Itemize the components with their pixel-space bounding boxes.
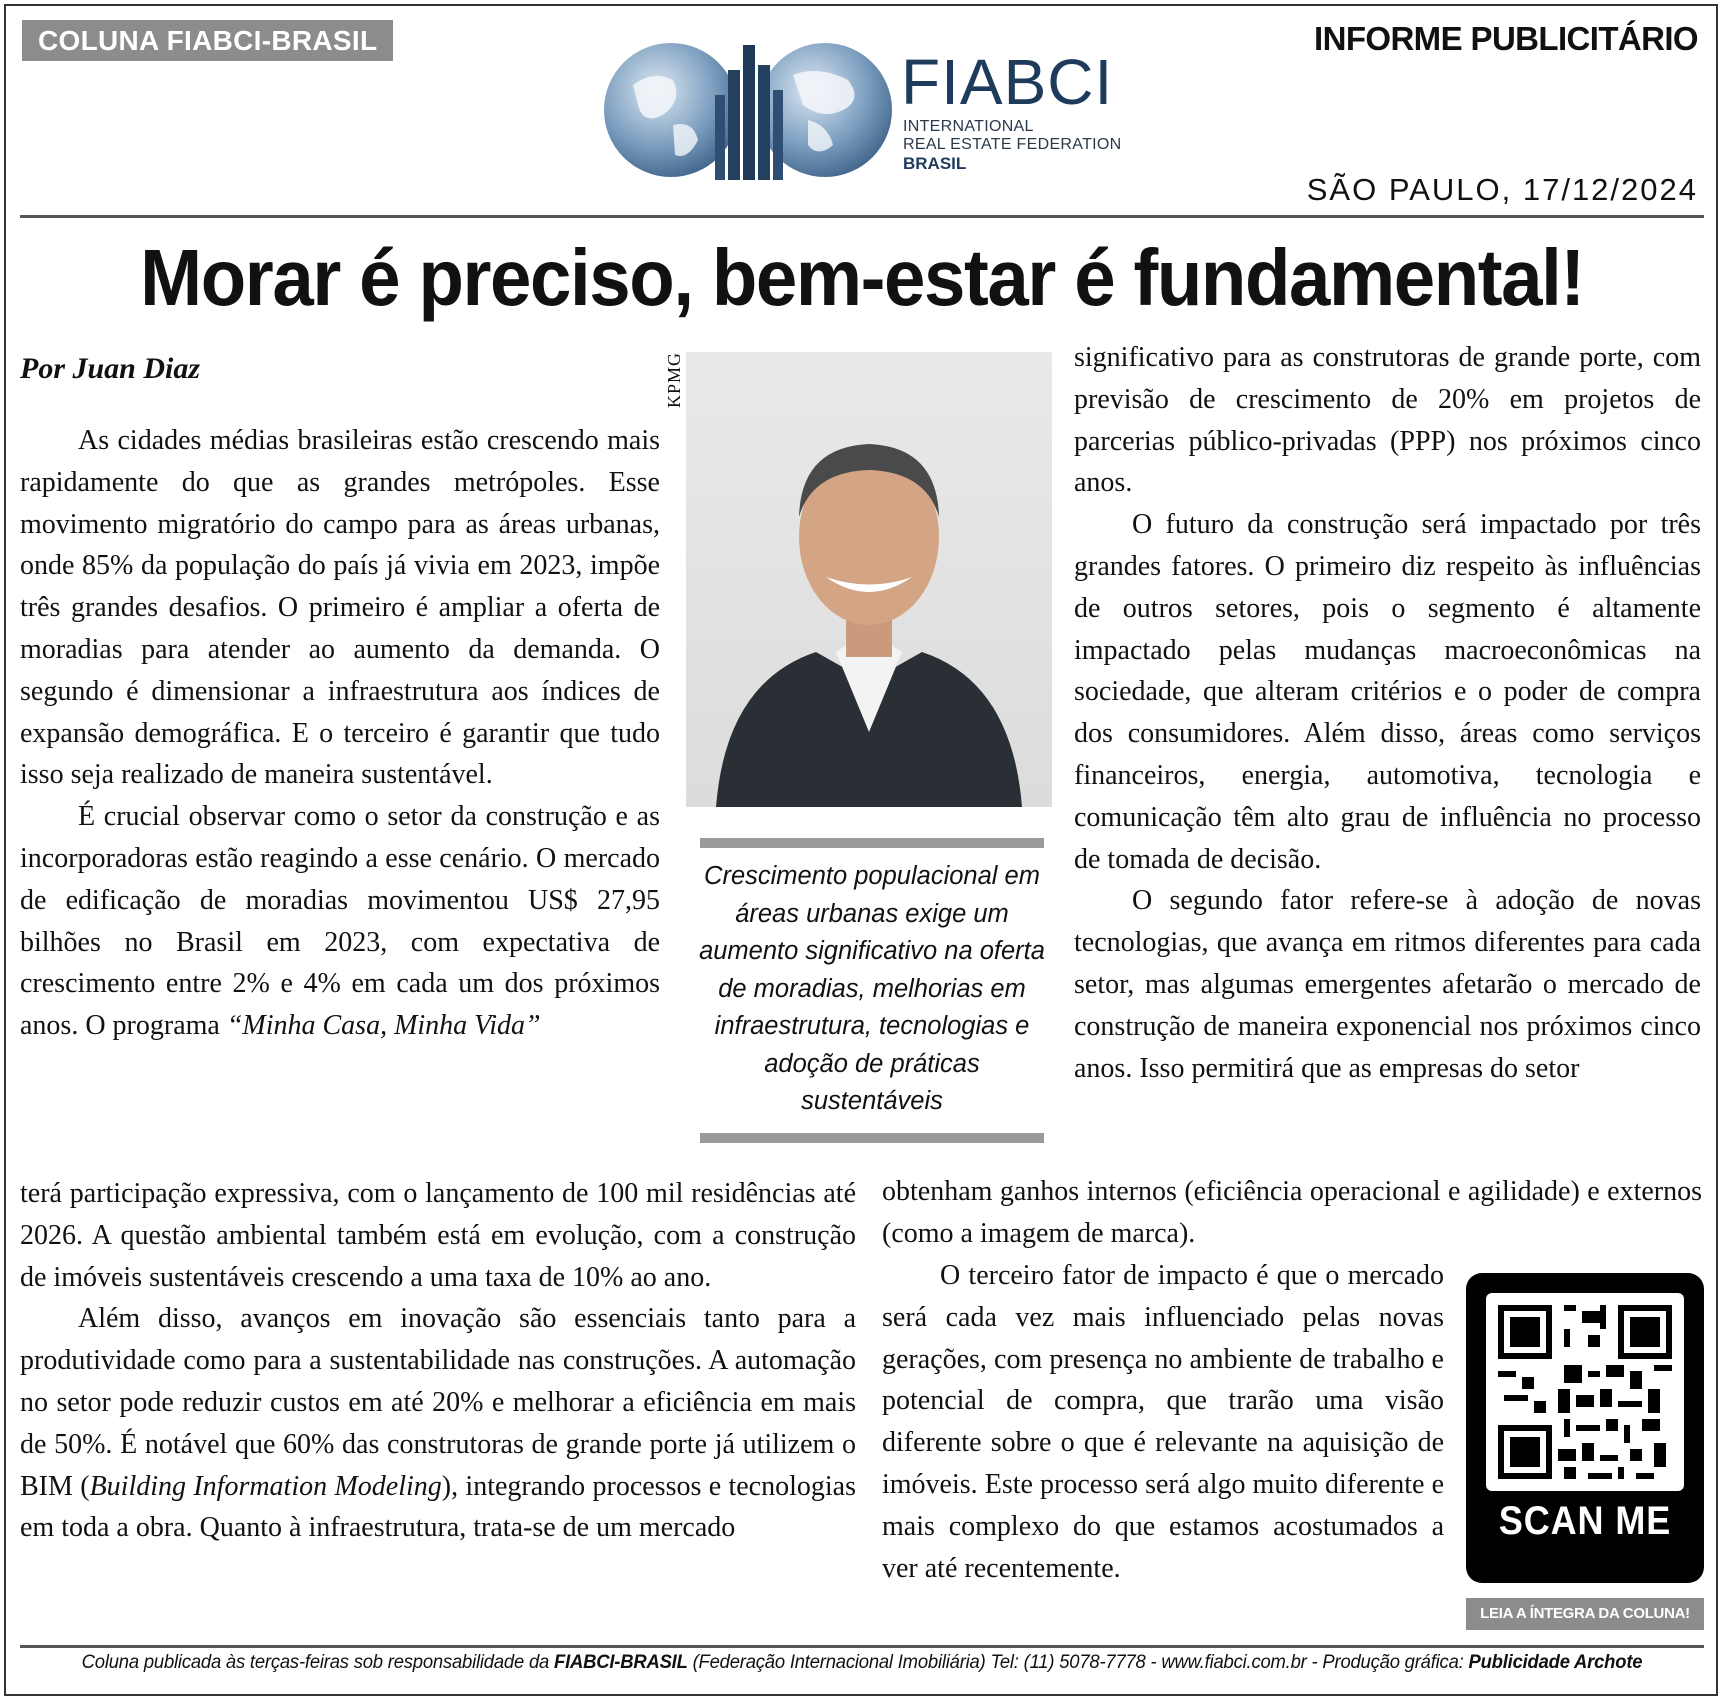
fiabci-logo: [603, 40, 1123, 180]
caption-bottom-bar: [700, 1133, 1044, 1143]
paragraph-3-text: Além disso, avanços em inovação são essenciais tanto para a produtividade como para a sustentabilidade nas construções. A automação no setor pode reduzir custos em até 20% e melhorar a eficiência em mais de 50%. É notável que 60% das construtoras de grande porte já utilizem o BIM (: [20, 1303, 856, 1502]
caption-top-bar: [700, 838, 1044, 848]
logo-line1: INTERNATIONAL: [903, 118, 1034, 135]
dateline: SÃO PAULO, 17/12/2024: [1306, 172, 1698, 207]
paragraph-6-continued: obtenham ganhos internos (eficiência operacional e agilidade) e externos (como a imagem de marca).: [882, 1176, 1702, 1249]
column-right-top: [1074, 337, 1701, 1089]
scan-me-label: SCAN ME: [1498, 1499, 1672, 1543]
column-left-top: [20, 420, 660, 1047]
header-divider: [20, 215, 1704, 218]
qr-code[interactable]: [1486, 1293, 1684, 1491]
footer-text-b: (Federação Internacional Imobiliária) Tel: (11) 5078-7778 - www.fiabci.com.br - Produção gráfica:: [687, 1652, 1469, 1673]
paragraph-5: O futuro da construção será impactado por três grandes fatores. O primeiro diz respeito às influências de outros setores, pois o segmento é altamente impactado pelas mudanças macroeconômicas na sociedade, que alteram critérios e o poder de compra dos consumidores. Além disso, áreas como serviços financeiros, energia, automotiva, tecnologia e comunicação têm alto grau de influência no processo de tomada de decisão.: [1074, 509, 1701, 875]
column-right-middle: [882, 1171, 1702, 1255]
footer-text-a: Coluna publicada às terças-feiras sob responsabilidade da: [81, 1652, 555, 1673]
footer-divider: [20, 1645, 1704, 1648]
headline: Morar é preciso, bem-estar é fundamental!: [140, 233, 1584, 322]
informe-label: INFORME PUBLICITÁRIO: [1314, 20, 1698, 57]
column-right-bottom: [882, 1255, 1444, 1589]
paragraph-4-continued: significativo para as construtoras de grande porte, com previsão de crescimento de 20% em projetos de parcerias público-privadas (PPP) nos próximos cinco anos.: [1074, 342, 1701, 499]
qr-code-icon: [1486, 1293, 1684, 1491]
read-full-column-label: LEIA A ÍNTEGRA DA COLUNA!: [1466, 1598, 1704, 1630]
column-tag: COLUNA FIABCI-BRASIL: [22, 20, 393, 61]
paragraph-7: O terceiro fator de impacto é que o mercado será cada vez mais influenciado pelas novas gerações, com presença no ambiente de trabalho e potencial de compra, que trarão uma visão diferente sobre o que é relevante na aquisição de imóveis. Este processo será algo muito diferente e mais complexo do que estamos acostumados a ver até recentemente.: [882, 1260, 1444, 1584]
program-name: “Minha Casa, Minha Vida”: [226, 1010, 541, 1042]
globe-icon: [603, 40, 903, 180]
portrait-image: [686, 352, 1052, 807]
logo-subtitle: [903, 118, 1121, 154]
logo-brasil: BRASIL: [903, 154, 967, 173]
author-photo: [686, 352, 1052, 807]
paragraph-2-text: É crucial observar como o setor da construção e as incorporadoras estão reagindo a esse cenário. O mercado de edificação de moradias movimentou US$ 27,95 bilhões no Brasil em 2023, com expectativa de crescimento entre 2% e 4% em cada um dos próximos anos. O programa: [20, 801, 660, 1042]
photo-credit: KPMG: [664, 352, 684, 409]
logo-line2: REAL ESTATE FEDERATION: [903, 136, 1122, 153]
paragraph-6: O segundo fator refere-se à adoção de novas tecnologias, que avança em ritmos diferentes para cada setor, mas algumas emergentes afetarão o mercado de construção de maneira exponencial nos próximos cinco anos. Isso permitirá que as empresas do setor: [1074, 885, 1701, 1084]
paragraph-2: [20, 796, 660, 1047]
bim-term: Building Information Modeling: [89, 1470, 442, 1502]
paragraph-1: As cidades médias brasileiras estão crescendo mais rapidamente do que as grandes metrópoles. Esse movimento migratório do campo para as áreas urbanas, onde 85% da população do país já vivia em 2023, impõe três grandes desafios. O primeiro é ampliar a oferta de moradias para atender ao aumento da demanda. O segundo é dimensionar a infraestrutura aos índices de expansão demográfica. E o terceiro é garantir que tudo isso seja realizado de maneira sustentável.: [20, 425, 660, 791]
footer-org: FIABCI-BRASIL: [554, 1652, 688, 1673]
logo-name: FIABCI: [901, 46, 1114, 118]
paragraph-3: [20, 1298, 856, 1549]
qr-code-box[interactable]: [1466, 1273, 1704, 1583]
paragraph-3-end: ), integrando processos e tecnologias em toda a obra. Quanto à infraestrutura, trata-se de um mercado: [20, 1470, 856, 1544]
footer: [26, 1652, 1698, 1674]
column-left-bottom: [20, 1173, 856, 1549]
byline: Por Juan Diaz: [20, 352, 201, 385]
paragraph-2-continued: terá participação expressiva, com o lançamento de 100 mil residências até 2026. A questão ambiental também está em evolução, com a construção de imóveis sustentáveis crescendo a uma taxa de 10% ao ano.: [20, 1178, 856, 1293]
photo-caption: Crescimento populacional em áreas urbanas exige um aumento significativo na oferta de moradias, melhorias em infraestrutura, tecnologias e adoção de práticas sustentáveis: [699, 862, 1045, 1115]
footer-producer: Publicidade Archote: [1468, 1652, 1643, 1673]
